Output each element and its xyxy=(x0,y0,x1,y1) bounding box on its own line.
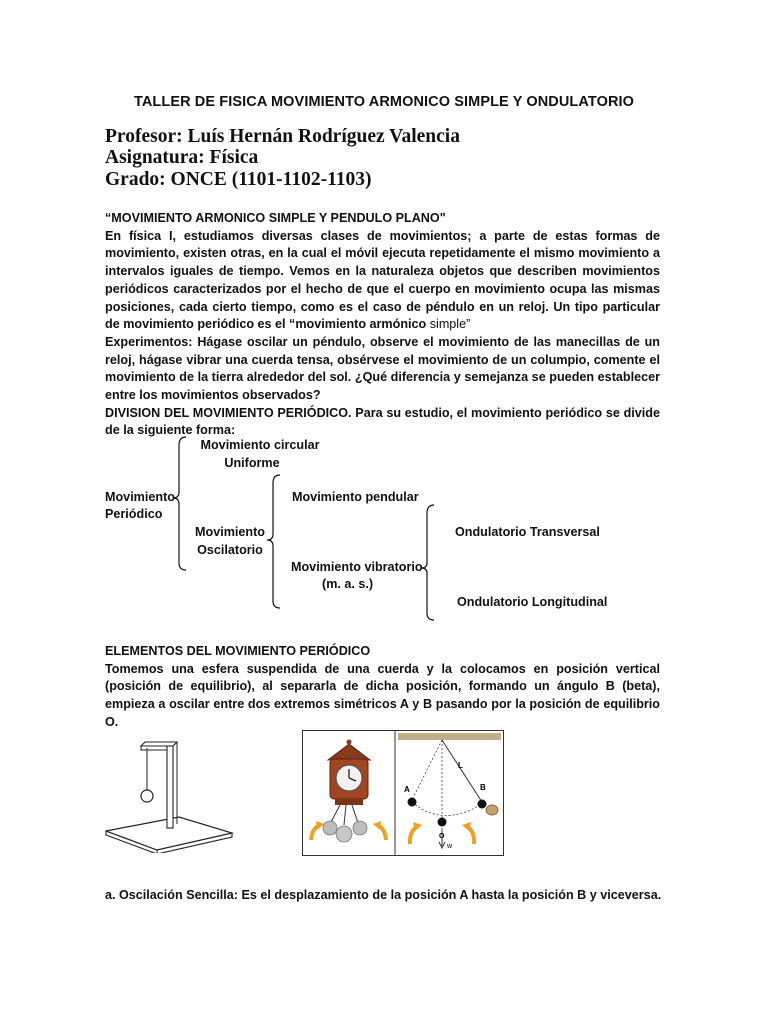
circular-label-2: Uniforme xyxy=(224,456,280,470)
label-o: O xyxy=(439,833,445,840)
circular-label-1: Movimiento circular xyxy=(200,438,320,452)
intro-normal: simple” xyxy=(426,317,471,332)
weight-center xyxy=(336,826,352,842)
pendulum-swing-figure xyxy=(302,730,504,856)
profesor-line: Profesor: Luís Hernán Rodríguez Valencia xyxy=(105,126,460,147)
oscilatorio-label-1: Movimiento xyxy=(195,525,265,539)
intro-bold: En física I, estudiamos diversas clases de movimientos; a parte de estas formas de movimiento, existen otras, en la cual el móvil ejecuta repetidamente el mismo movimiento a intervalos iguales de tiempo. Vemos en la naturaleza objetos que describen movimientos periódicos caracterizados por el hecho de que el cuerpo en movimiento ocupa las mismas posiciones, cada cierto tiempo, como es el caso de péndulo en un reloj. Un tipo particular de movimiento periódico es el “movimiento armónico xyxy=(105,228,660,332)
section-2 xyxy=(105,643,660,732)
longitudinal-label: Ondulatorio Longitudinal xyxy=(457,595,608,609)
weight-left xyxy=(323,821,337,835)
pendulum-stand-figure xyxy=(105,733,235,853)
item-a: a. Oscilación Sencilla: Es el desplazamiento de la posición A hasta la posición B y viceversa. xyxy=(105,888,662,902)
root-label-2: Periódico xyxy=(105,507,163,521)
ball-b xyxy=(478,800,487,809)
oscilatorio-label-2: Oscilatorio xyxy=(197,543,263,557)
weight-right xyxy=(353,821,367,835)
grado-line: Grado: ONCE (1101-1102-1103) xyxy=(105,169,372,190)
label-w: w xyxy=(447,843,453,850)
vibratorio-label-1: Movimiento vibratorio xyxy=(291,560,423,574)
vibratorio-brace xyxy=(416,504,436,622)
section-2-heading: ELEMENTOS DEL MOVIMIENTO PERIÓDICO xyxy=(105,644,371,658)
section-1 xyxy=(105,210,660,440)
root-label-1: Movimiento xyxy=(105,490,175,504)
oscilatorio-brace xyxy=(262,474,282,610)
root-brace xyxy=(168,436,188,572)
intro-paragraph xyxy=(105,228,660,334)
hand-icon xyxy=(486,805,498,815)
label-a: A xyxy=(404,785,410,794)
section-2-paragraph: Tomemos una esfera suspendida de una cuerda y la colocamos en posición vertical (posición de equilibrio), al separarla de dicha posición, formando un ángulo B (beta), empieza a oscilar entre dos extremos simétricos A y B pasando por la posición de equilibrio O. xyxy=(105,661,660,729)
section-1-heading: “MOVIMIENTO ARMONICO SIMPLE Y PENDULO PLANO" xyxy=(105,211,446,225)
ball-a xyxy=(408,798,417,807)
division-paragraph: DIVISION DEL MOVIMIENTO PERIÓDICO. Para su estudio, el movimiento periódico se divide de la siguiente forma: xyxy=(105,405,660,438)
ball-o xyxy=(438,818,447,827)
label-b: B xyxy=(480,783,486,792)
ceiling xyxy=(398,733,501,740)
page-title: TALLER DE FISICA MOVIMIENTO ARMONICO SIMPLE Y ONDULATORIO xyxy=(133,94,635,110)
vibratorio-label-2: (m. a. s.) xyxy=(322,577,374,591)
label-l: L xyxy=(458,761,463,770)
pendular-label: Movimiento pendular xyxy=(292,490,419,504)
asignatura-line: Asignatura: Física xyxy=(105,147,259,168)
transversal-label: Ondulatorio Transversal xyxy=(455,525,600,539)
experimentos-paragraph: Experimentos: Hágase oscilar un péndulo, observe el movimiento de las manecillas de un reloj, hágase vibrar una cuerda tensa, obsérvese el movimiento de un columpio, comente el movimiento de la tierra alrededor del sol. ¿Qué diferencia y semejanza se pueden establecer entre los movimientos observados? xyxy=(105,334,660,403)
